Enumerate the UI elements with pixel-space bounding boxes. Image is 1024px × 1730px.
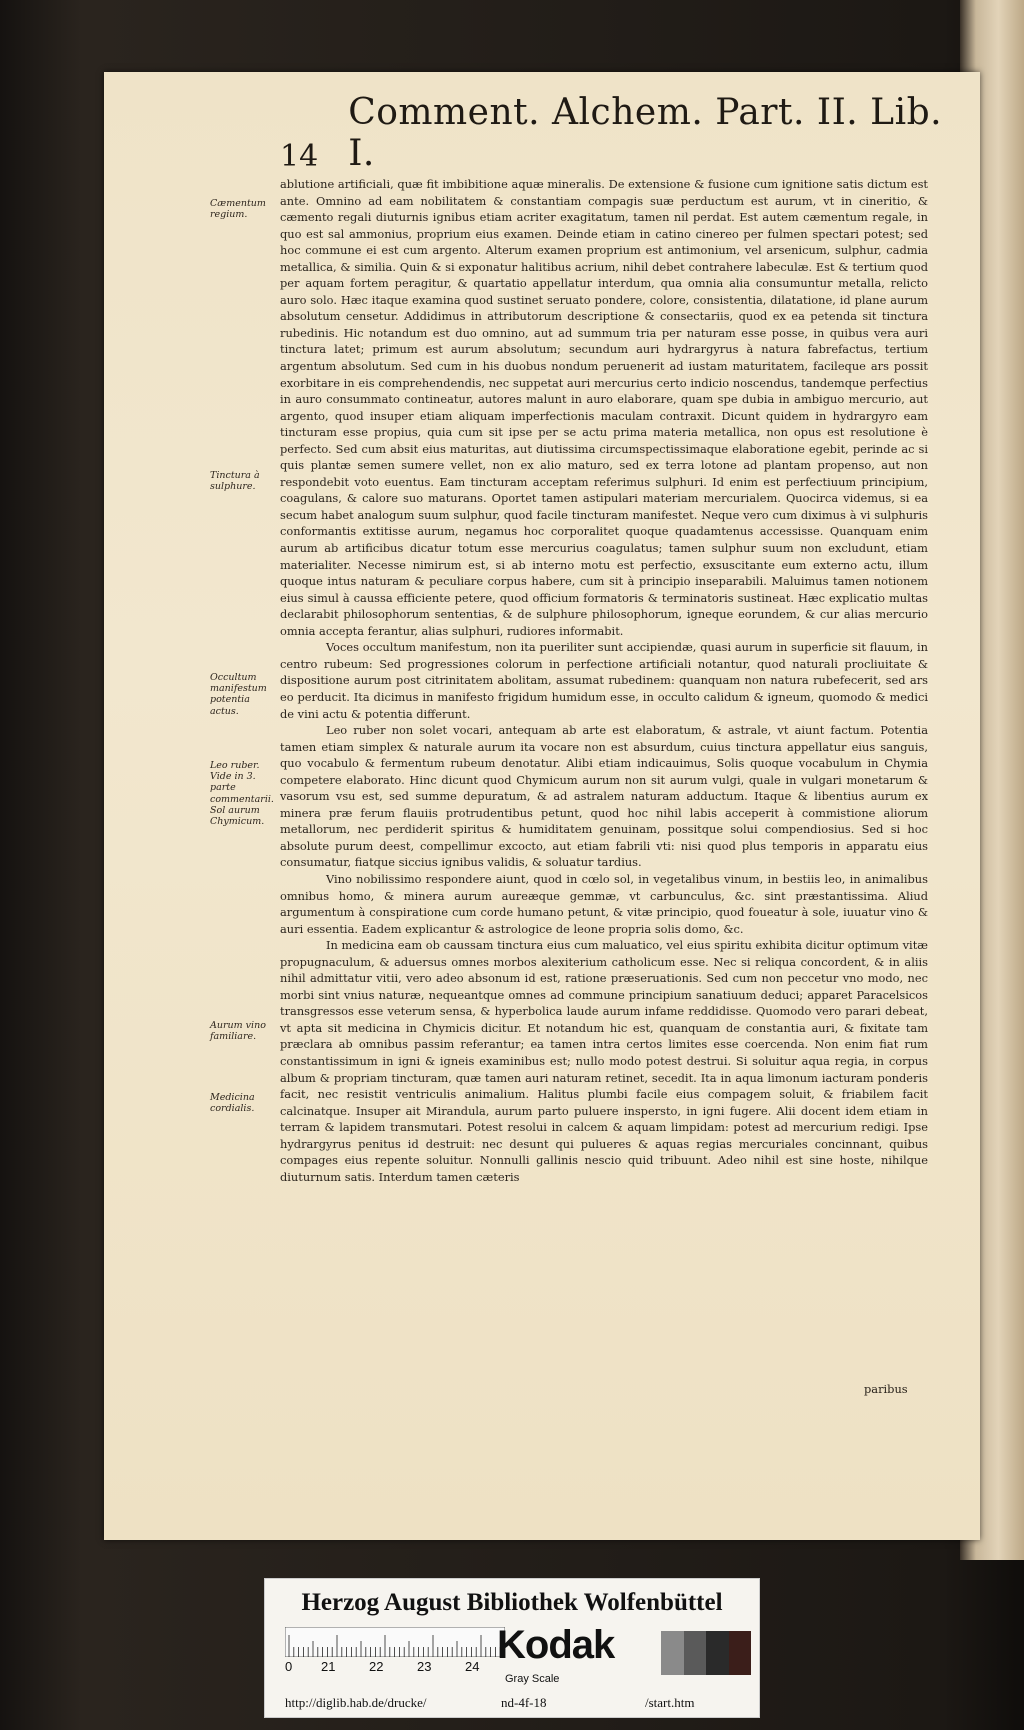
page-header [280, 92, 980, 174]
book-page [104, 72, 980, 1540]
start-page: /start.htm [645, 1695, 695, 1710]
margin-note-caementum: Cæmentum regium. [210, 198, 266, 221]
library-title: Herzog August Bibliothek Wolfenbüttel [301, 1589, 723, 1616]
gray-patch [684, 1631, 707, 1675]
paragraph-2: Voces occultum manifestum, non ita pueriliter sunt accipiendæ, quasi aurum in superficie sit flauum, in centro rubeum: Sed progressiones colorum in perfectione artificiali notantur, quod naturali procliuitate & dispositione aurum post citrinitatem abolitam, assumat rubedinem: quanquam non natura rubefecerit, sed ars eo perducit. Ita dicimus in manifesto frigidum humidum esse, in occulto calidum & igneum, quomodo & medici de vini actu & potentia differunt. [280, 640, 928, 721]
kodak-logo: Kodak [497, 1623, 615, 1667]
ruler-number: 22 [369, 1659, 384, 1674]
url-row [265, 1695, 759, 1715]
ruler-number: 21 [321, 1659, 336, 1674]
page-number: 14 [280, 139, 319, 174]
margin-note-occultum: Occultum manifestum potentia actus. [210, 672, 267, 717]
margin-note-tinctura: Tinctura à sulphure. [210, 470, 260, 493]
running-title: Comment. Alchem. Part. II. Lib. I. [348, 92, 943, 174]
paragraph-4: Vino nobilissimo respondere aiunt, quod in cœlo sol, in vegetalibus vinum, in bestiis leo, in animalibus omnibus homo, & minera aurum aureæque gemmæ, vt carbunculus, &c. sint præstantissima. Aliud argumentum à conspiratione cum corde humano petunt, & vitæ principio, quod foueatur à sole, iuuatur vino & auri essentia. Eadem explicantur & astrologice de leone propria solis domo, &c. [280, 871, 928, 936]
margin-note-aurum-vino: Aurum vino familiare. [210, 1020, 266, 1043]
shelfmark: nd-4f-18 [501, 1695, 547, 1710]
gray-patch [706, 1631, 729, 1675]
ruler-number: 0 [285, 1659, 293, 1674]
gray-patches [661, 1631, 751, 1675]
body-text [280, 176, 928, 1185]
paragraph-1: ablutione artificiali, quæ fit imbibitione aquæ mineralis. De extensione & fusione cum ignitione satis dictum est ante. Omnino ad eam nobilitatem & constantiam compagis suæ perductum est aurum, vt in cineritio, & cæmento regali diuturnis ignibus etiam acriter exagitatum, tamen nil perdat. Est autem cæmentum regale, in quo est sal ammonius, proprium eius examen. Deinde etiam in catino cinereo per fulmen spectari potest; sed hoc commune ei est cum argento. Alterum examen proprium est antimonium, vel arsenicum, sulphur, cadmia metallica, & similia. Quin & si exponatur halitibus acrium, nihil debet contrahere labeculæ. Est & tertium quod per aquam fortem peragitur, & quartatio appellatur interdum, qua omnia alia consumuntur metalla, relicto auro solo. Hæc itaque examina quod sustinet seruato pondere, colore, consistentia, dilatatione, id plane aurum absolutum censetur. Addidimus in attributorum descriptione & consectariis, quod ex ea petenda sit tinctura rubedinis. Hic notandum est duo omnino, aut ad summum tria per naturam esse posse, in quibus vera auri tinctura latet; primum est aurum absolutum; secundum auri hydrargyrus à natura fabrefactus, tertium argentum absolutum. Sed cum in his duobus nondum peruenerit ad iustam maturitatem, facileque ars possit exorbitare in eis comprehendendis, nec suppetat auri mercurius certo indicio noscendus, tandemque perfectius in auro consummato contineatur, autores malunt in auro elaborare, quam spe dubia in ambiguo mercurio, aut argento, quod insuper etiam aliquam imperfectionis maculam contraxit. Dicunt quidem in hydrargyro eam tincturam esse propius, quia cum sit ipse per se actu prima materia metallica, non opus est resolutione è perfecto. Sed cum absit eius maturitas, aut diutissima circumspectissimaque elaboratione egebit, perinde ac si quis plantæ semen sumere vellet, non ex alio maturo, sed ex terra lotone ad plantam propenso, aut non respondebit voto euentus. Eam tincturam acceptam referimus sulphuri. Id enim est perfectiuum principium, coagulans, & calore suo maturans. Oportet tamen astipulari materiam mercurialem. Quocirca videmus, si ea secum habet analogum suum sulphur, quod facile tincturam manifestet. Neque vero cum diximus à vi sulphuris conformantis extitisse aurum, negamus hoc corporalitet quoque quadamtenus accessisse. Quanquam enim aurum ab artificibus dicatur totum esse mercurius coagulatus; tamen sulphur suum non excludunt, etiam materialiter. Necesse nimirum est, si ab interno motu est perfectio, exsuscitante eum externo actu, illum quoque intus naturam & peculiare corpus habere, cum sit à principio inseparabili. Maluimus tamen notionem eius simul à caussa efficiente petere, quod officium formatoris & terminatoris sustineat. Hæc explicatio multas declarabit philosophorum sententias, & de sulphure philosophorum, igneque eorundem, & cur alias mercurio omnia accepta ferantur, alias sulphuri, rudiores informabit. [280, 177, 928, 638]
color-target-card [264, 1578, 760, 1718]
gray-patch [661, 1631, 684, 1675]
ruler-scale [285, 1627, 505, 1657]
gray-patch [729, 1631, 752, 1675]
ruler-number: 24 [465, 1659, 480, 1674]
gray-scale-label: Gray Scale [505, 1673, 560, 1685]
ruler-numbers [285, 1659, 515, 1677]
margin-note-medicina: Medicina cordialis. [210, 1092, 255, 1115]
source-url: http://diglib.hab.de/drucke/ [285, 1695, 427, 1710]
paragraph-3: Leo ruber non solet vocari, antequam ab arte est elaboratum, & astrale, vt aiunt factum. Potentia tamen etiam simplex & naturale aurum ita vocare non est absurdum, cuius tinctura appellatur eius sanguis, quo vocabulo & fermentum rubeum denotatur. Alibi etiam indicauimus, Solis quoque vocabulum in Chymia competere elaborato. Hinc dicunt quod Chymicum aurum non sit aurum vulgi, quale in vulgari monetarum & vasorum vsu est, sed summe depuratum, & ad astralem naturam adductum. Itaque & libentius aurum ex minera præ ferum flauiis protrudentibus petunt, quod hoc nihil labis acceperit à commistione aliorum metallorum, nec perdiderit spiritus & humiditatem genuinam, possitque solui compendiosius. Sed si hoc absolute purum deest, compellimur excocto, aut etiam fabrili vti: nisi quod plus temporis in apparatu eius consumatur, fiatque siccius ignibus validis, & soluatur tardius. [280, 723, 928, 870]
catchword: paribus [864, 1382, 908, 1396]
paragraph-5: In medicina eam ob caussam tinctura eius cum maluatico, vel eius spiritu exhibita dicitur optimum vitæ propugnaculum, & aduersus omnes morbos alexiterium catholicum esse. Nec si reliqua concordent, & in aliis nihil admittatur vitii, vero adeo absonum id est, ratione præseruationis. Sed cum non peccetur vno modo, nec morbi sint vnius naturæ, nequeantque omnes ad commune principium sanatiuum deduci; apparet Paracelsicos transgressos esse veterum sensa, & hyperbolica laude aurum infame reddidisse. Quomodo vero parari debeat, vt apta sit medicina in Chymicis dicitur. Et notandum hic est, quanquam de constantia auri, & fixitate tam præclara ab omnibus passim referantur; ea tamen intra certos limites esse coercenda. Non enim fiat rum constantissimum in igni & igneis examinibus est; nullo modo potest destrui. Si soluitur aqua regia, in corpus album & propriam tincturam, quæ tamen auri naturam retinet, secedit. Ita in aqua limonum iacturam ponderis facit, nec resistit ventriculis animalium. Halitus plumbi facile eius compagem soluit, & friabilem facit calcinatque. Insuper ait Mirandula, aurum parto puluere inspersto, in igni fugere. Alii docent idem etiam in terram & lapidem transmutari. Potest resolui in calcem & aquam limpidam: potest ad mercurium redigi. Ipse hydrargyrus penitus id destruit: nec desunt qui pulueres & aquas regias mercuriales concinnant, quibus compages eius repente soluitur. Nonnulli gallinis nescio quid tribuunt. Adeo nihil est sine hoste, nihilque diuturnum satis. Interdum tamen cæteris [280, 938, 928, 1184]
margin-note-leo-ruber: Leo ruber. Vide in 3. parte commentarii. Sol aurum Chymicum. [210, 760, 274, 828]
ruler-number: 23 [417, 1659, 432, 1674]
